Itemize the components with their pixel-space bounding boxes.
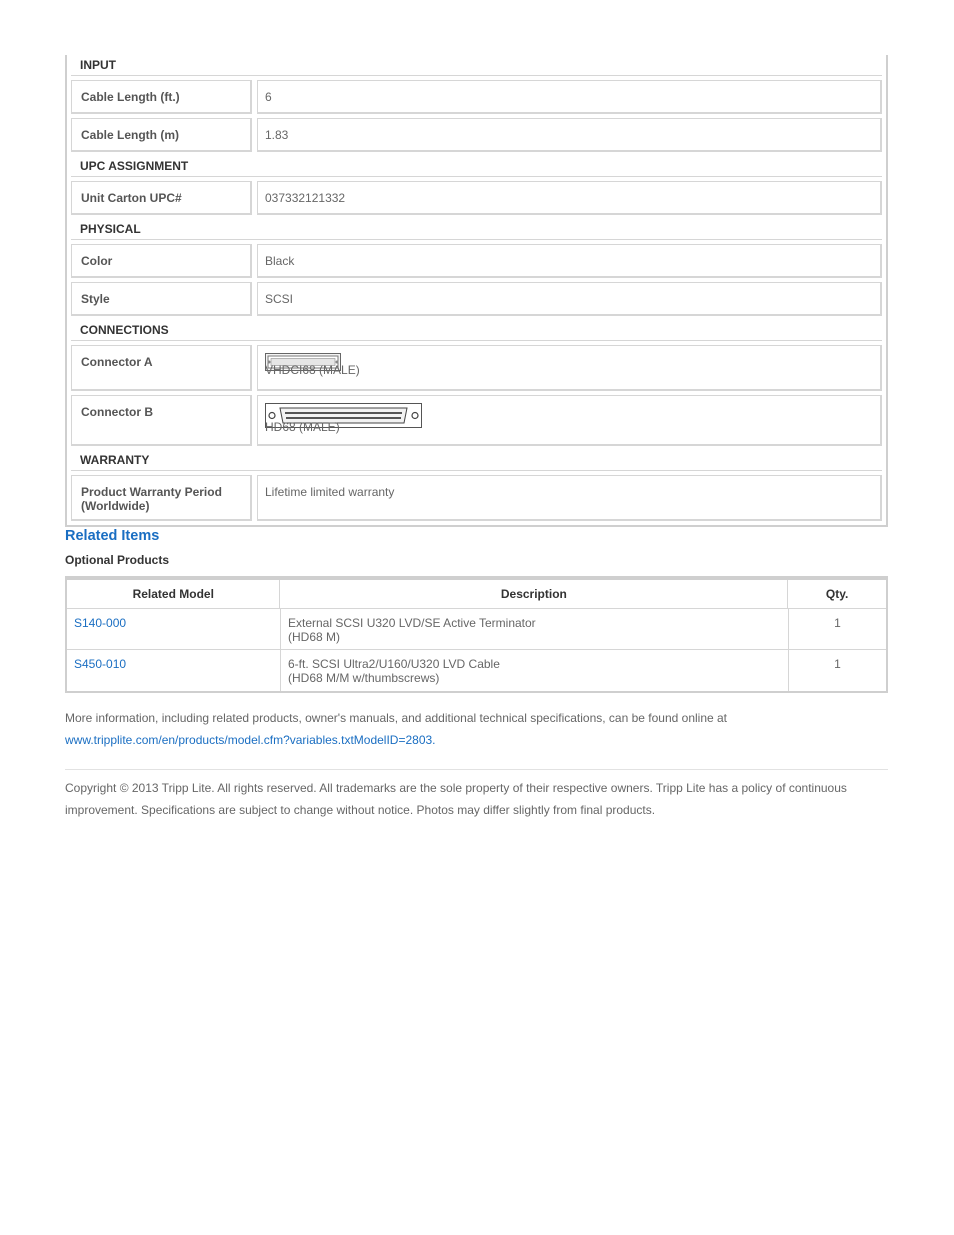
optional-products-heading: Optional Products <box>65 553 170 567</box>
spec-row <box>71 395 882 446</box>
model-link[interactable]: S140-000 <box>67 609 280 650</box>
connector-b-caption: HD68 (MALE) <box>265 420 340 434</box>
column-header-model: Related Model <box>67 580 279 609</box>
more-info-link-line <box>65 729 888 751</box>
divider <box>65 769 888 770</box>
spec-label: Color <box>71 244 252 278</box>
description-line: 6-ft. SCSI Ultra2/U160/U320 LVD Cable <box>288 657 500 671</box>
spec-value: 1.83 <box>257 118 882 152</box>
related-table <box>65 576 888 693</box>
model-link[interactable]: S450-010 <box>74 657 127 671</box>
link-suffix: . <box>432 733 436 747</box>
spec-value: Black <box>257 244 882 278</box>
connector-a-caption: VHDCI68 (MALE) <box>265 363 360 377</box>
spec-label: Connector B <box>71 395 252 446</box>
qty-cell: 1 <box>788 609 886 650</box>
spec-value-connector-a <box>257 345 882 391</box>
spec-row <box>71 118 882 152</box>
section-heading-connections: CONNECTIONS <box>71 320 882 341</box>
spec-value-connector-b <box>257 395 882 446</box>
spec-table-wrapper <box>65 55 888 527</box>
related-items-heading: Related Items <box>65 528 160 544</box>
more-info-text: More information, including related products, owner's manuals, and additional technical specifications, can be found online at <box>65 711 728 725</box>
qty-cell: 1 <box>788 650 886 691</box>
spec-label: Cable Length (m) <box>71 118 252 152</box>
description-line: (HD68 M) <box>288 630 341 644</box>
spec-value: 6 <box>257 80 882 114</box>
spec-label: Style <box>71 282 252 316</box>
spec-value: 037332121332 <box>257 181 882 215</box>
description-cell <box>280 609 788 650</box>
spec-label: Product Warranty Period (Worldwide) <box>71 475 252 521</box>
spec-value: SCSI <box>257 282 882 316</box>
spec-table <box>65 55 888 527</box>
product-page-link[interactable]: www.tripplite.com/en/products/model.cfm?variables.txtModelID=2803 <box>65 733 433 747</box>
table-row <box>67 650 886 691</box>
description-cell <box>280 650 788 691</box>
spec-row <box>71 345 882 391</box>
column-header-qty: Qty. <box>787 580 886 609</box>
spec-row <box>71 181 882 215</box>
related-table-header <box>67 580 886 609</box>
spec-row <box>71 80 882 114</box>
spec-row <box>71 244 882 278</box>
spec-label: Unit Carton UPC# <box>71 181 252 215</box>
spec-label: Connector A <box>71 345 252 391</box>
section-heading-physical: PHYSICAL <box>71 219 882 240</box>
section-heading-warranty: WARRANTY <box>71 450 882 471</box>
spec-label: Cable Length (ft.) <box>71 80 252 114</box>
description-line: External SCSI U320 LVD/SE Active Terminator <box>288 616 536 630</box>
description-line: (HD68 M/M w/thumbscrews) <box>288 671 440 685</box>
more-info-paragraph <box>65 707 888 751</box>
section-heading-input: INPUT <box>71 55 882 76</box>
spec-row <box>71 282 882 316</box>
column-header-description: Description <box>279 580 787 609</box>
spec-row <box>71 475 882 521</box>
section-heading-upc: UPC ASSIGNMENT <box>71 156 882 177</box>
copyright-text: Copyright © 2013 Tripp Lite. All rights reserved. All trademarks are the sole property of their respective owners. Tripp Lite has a policy of continuous improvement. Specifications are subject to change without notice. Photos may differ slightly from final products. <box>65 781 847 817</box>
table-row <box>67 609 886 650</box>
spec-value: Lifetime limited warranty <box>257 475 882 521</box>
